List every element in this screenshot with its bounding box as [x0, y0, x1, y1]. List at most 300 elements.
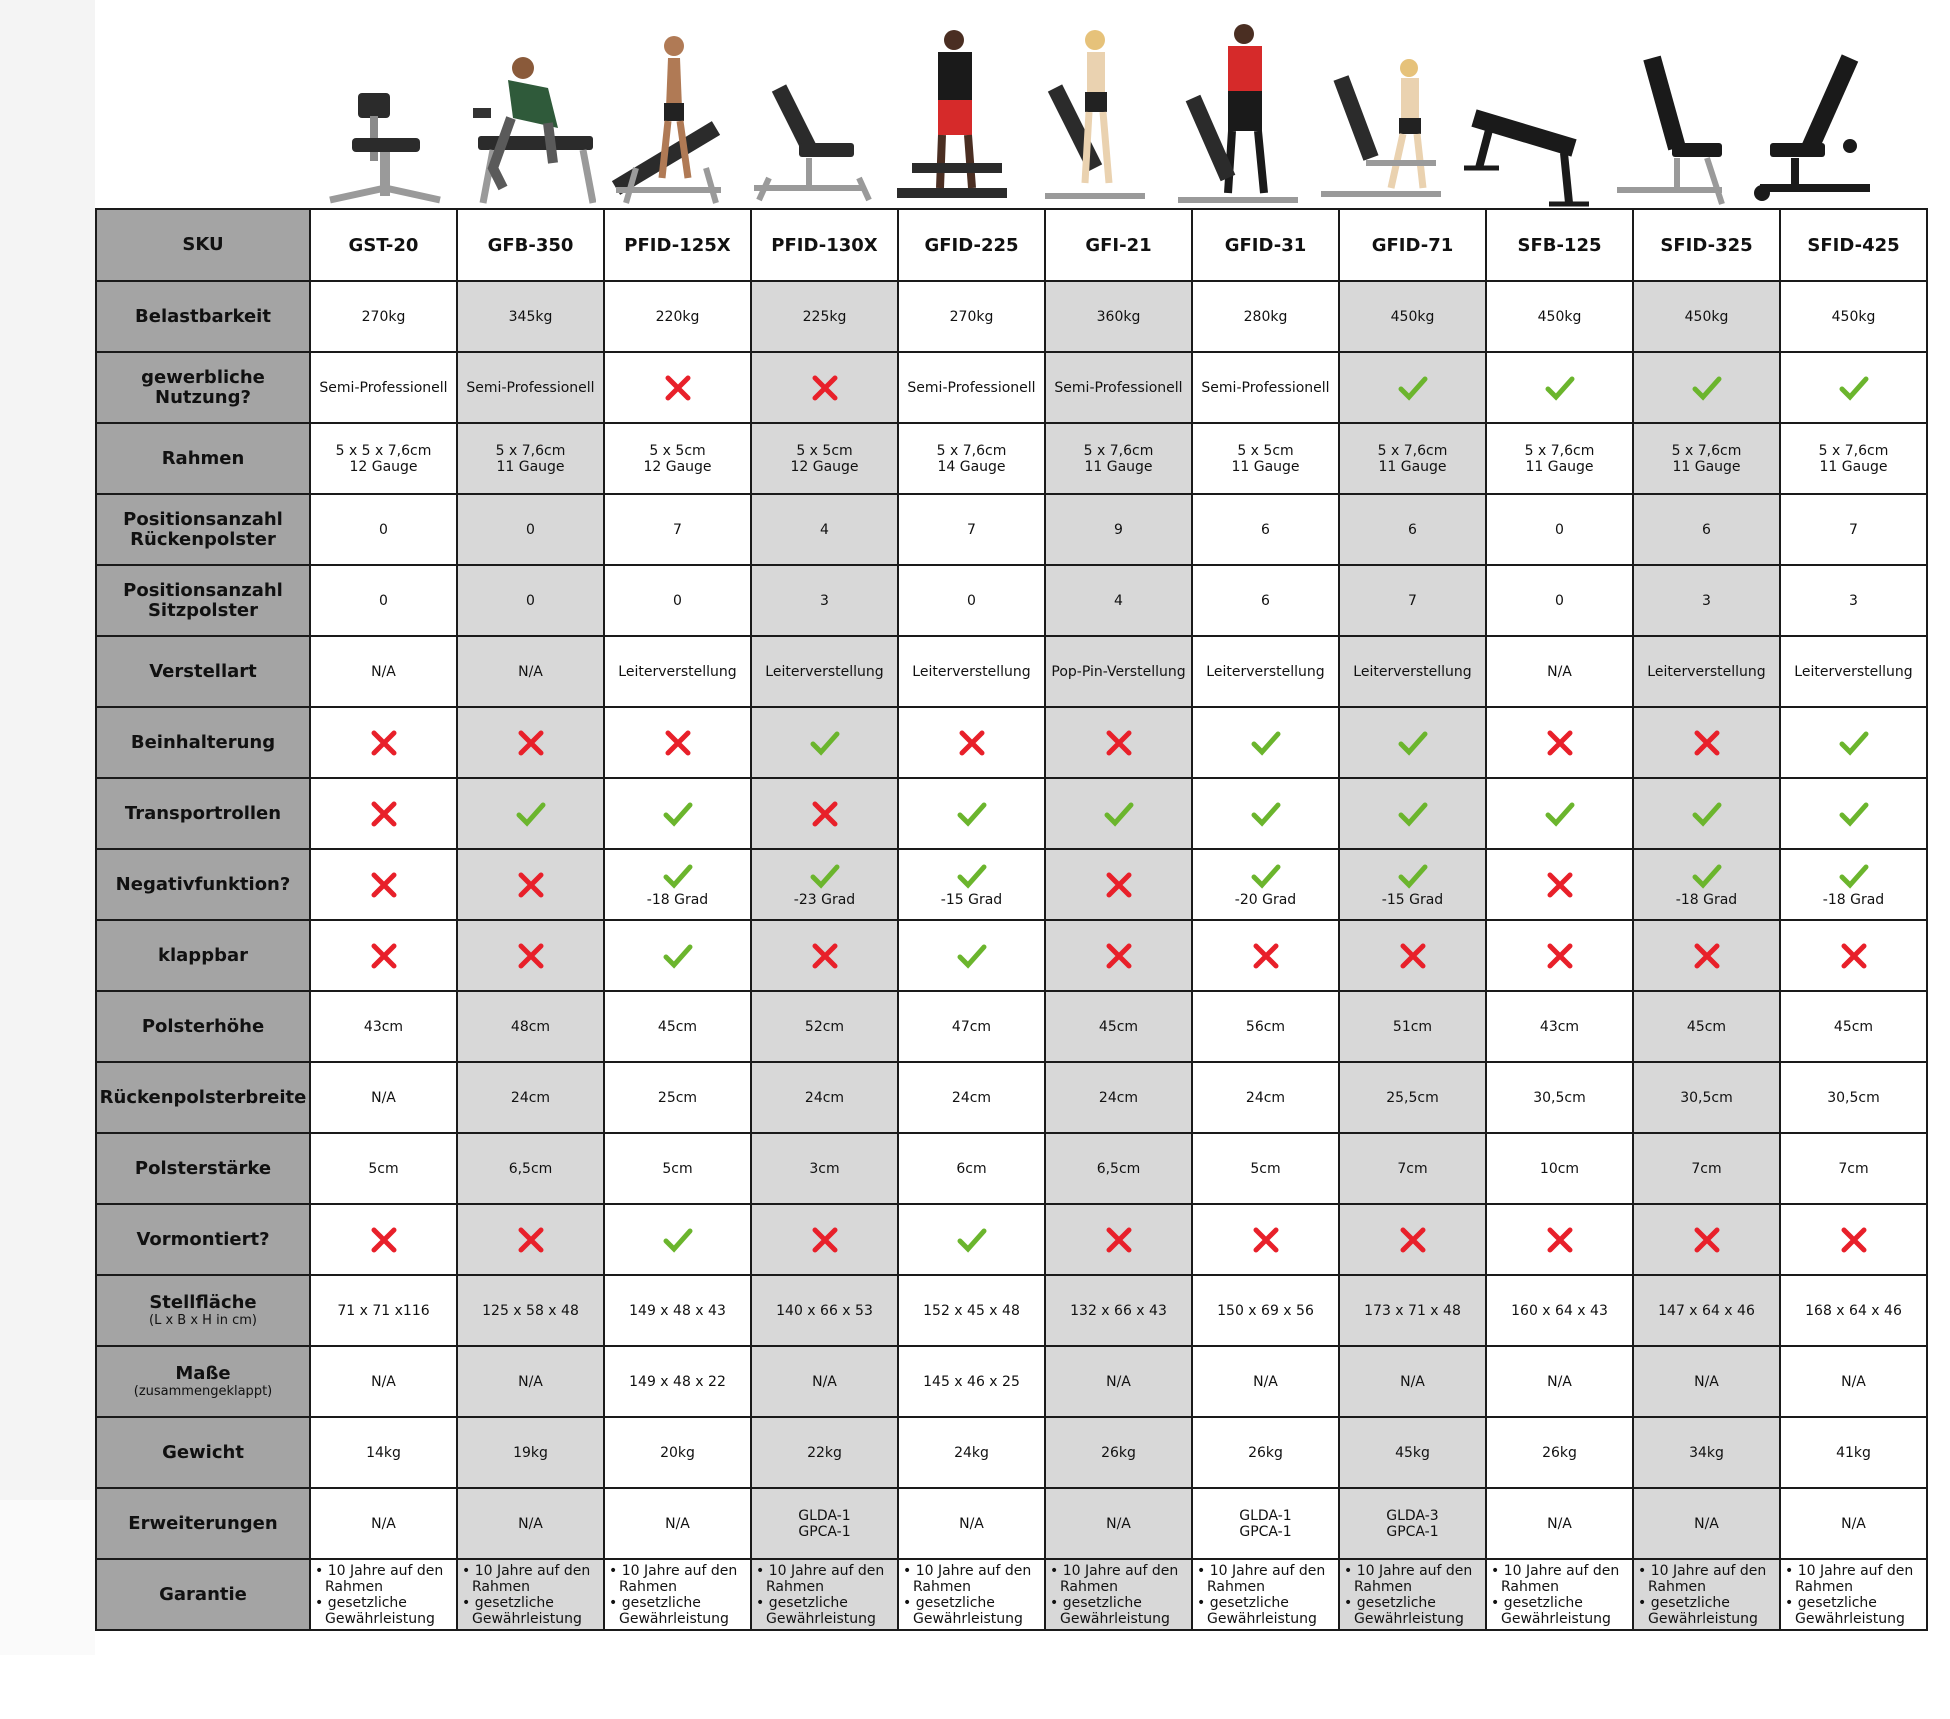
negative-angle: -20 Grad — [1234, 891, 1297, 908]
warranty-line: Rahmen — [1060, 1578, 1118, 1595]
row-header-label: Positionsanzahl — [123, 508, 283, 530]
row-header — [96, 1417, 310, 1488]
cell-value: 450kg — [1684, 308, 1729, 325]
cell-value: 47cm — [951, 1018, 992, 1035]
table-row — [96, 1062, 1927, 1133]
check-icon — [957, 862, 987, 890]
table-cell — [604, 1204, 751, 1275]
cell-value: 0 — [967, 592, 976, 609]
cross-icon — [369, 942, 399, 970]
row-header-label: SKU — [182, 234, 224, 255]
warranty-line: • gesetzliche — [1491, 1594, 1583, 1611]
table-cell — [898, 707, 1045, 778]
cell-value: 9 — [1114, 521, 1123, 538]
table-cell — [604, 778, 751, 849]
table-cell — [1780, 991, 1927, 1062]
table-cell — [898, 423, 1045, 494]
cell-value: 0 — [1555, 521, 1564, 538]
table-cell — [1780, 423, 1927, 494]
table-cell — [1192, 423, 1339, 494]
cell-value: 132 x 66 x 43 — [1070, 1302, 1167, 1319]
table-cell — [1339, 494, 1486, 565]
warranty-line: • gesetzliche — [315, 1594, 407, 1611]
warranty-line: Gewährleistung — [1648, 1610, 1758, 1627]
check-icon — [1398, 800, 1428, 828]
table-cell — [457, 281, 604, 352]
cell-value: 51cm — [1392, 1018, 1433, 1035]
cell-value-secondary: 11 Gauge — [1819, 458, 1888, 475]
cell-value: 0 — [379, 521, 388, 538]
table-cell — [1633, 920, 1780, 991]
table-cell — [1192, 1062, 1339, 1133]
table-cell — [604, 281, 751, 352]
table-cell — [751, 494, 898, 565]
table-cell — [751, 281, 898, 352]
table-cell — [1633, 778, 1780, 849]
table-cell — [457, 494, 604, 565]
warranty-line: • gesetzliche — [462, 1594, 554, 1611]
warranty-line: Gewährleistung — [1354, 1610, 1464, 1627]
table-cell — [1633, 565, 1780, 636]
cross-icon — [1839, 1226, 1869, 1254]
warranty-line: • 10 Jahre auf den — [903, 1562, 1032, 1579]
cell-value-secondary: 11 Gauge — [1672, 458, 1741, 475]
cross-icon — [957, 729, 987, 757]
table-row — [96, 707, 1927, 778]
cell-value-secondary: 11 Gauge — [1378, 458, 1447, 475]
table-cell — [310, 1062, 457, 1133]
sku-header: PFID-125X — [604, 209, 751, 281]
cross-icon — [369, 871, 399, 899]
row-header — [96, 1488, 310, 1559]
table-cell — [310, 849, 457, 920]
cell-value: 43cm — [1539, 1018, 1580, 1035]
row-header-label: Maße — [175, 1363, 231, 1384]
cell-value: 149 x 48 x 43 — [629, 1302, 726, 1319]
table-cell — [310, 1488, 457, 1559]
table-cell — [898, 1488, 1045, 1559]
cell-value: GLDA-3 — [1386, 1507, 1439, 1524]
table-cell — [1045, 778, 1192, 849]
cell-value: 45cm — [1686, 1018, 1727, 1035]
table-cell — [1339, 352, 1486, 423]
cross-icon — [1692, 1226, 1722, 1254]
table-row — [96, 1204, 1927, 1275]
row-header — [96, 707, 310, 778]
table-cell — [604, 707, 751, 778]
table-cell — [1192, 920, 1339, 991]
table-cell — [898, 778, 1045, 849]
cell-value: 26kg — [1101, 1444, 1136, 1461]
row-header-label: Rückenpolsterbreite — [99, 1086, 307, 1108]
table-cell — [457, 920, 604, 991]
table-cell — [751, 778, 898, 849]
cell-value: 5 x 7,6cm — [936, 442, 1007, 459]
cell-value: 5 x 7,6cm — [1377, 442, 1448, 459]
table-cell — [1486, 920, 1633, 991]
table-row — [96, 1275, 1927, 1346]
table-row — [96, 352, 1927, 423]
cell-value: 152 x 45 x 48 — [923, 1302, 1020, 1319]
warranty-line: Rahmen — [472, 1578, 530, 1595]
warranty-line: • gesetzliche — [609, 1594, 701, 1611]
row-header-label: Belastbarkeit — [135, 305, 271, 327]
product-image-gst-20 — [310, 18, 453, 208]
warranty-line: Rahmen — [913, 1578, 971, 1595]
warranty-line: Rahmen — [766, 1578, 824, 1595]
row-header — [96, 920, 310, 991]
cross-icon — [1692, 942, 1722, 970]
table-cell — [1339, 991, 1486, 1062]
cell-value: Semi-Professionell — [1054, 379, 1183, 396]
table-cell — [457, 1133, 604, 1204]
check-icon — [957, 1226, 987, 1254]
table-cell — [604, 1275, 751, 1346]
cell-value: Pop-Pin-Verstellung — [1051, 663, 1186, 680]
table-cell — [898, 636, 1045, 707]
cell-value: 7cm — [1397, 1160, 1428, 1177]
product-image-gfid-31 — [1168, 18, 1311, 208]
cell-value-secondary: 12 Gauge — [643, 458, 712, 475]
table-cell — [1339, 281, 1486, 352]
cell-value: 5 x 7,6cm — [1083, 442, 1154, 459]
row-header-label: Polsterhöhe — [141, 1015, 265, 1037]
cell-value: 52cm — [804, 1018, 845, 1035]
negative-angle: -18 Grad — [1822, 891, 1885, 908]
cell-value: 360kg — [1096, 308, 1141, 325]
check-icon — [663, 1226, 693, 1254]
check-icon — [957, 800, 987, 828]
cell-value-secondary: 11 Gauge — [1525, 458, 1594, 475]
cell-value: 147 x 64 x 46 — [1658, 1302, 1755, 1319]
table-cell — [1486, 1275, 1633, 1346]
row-header-label: Erweiterungen — [128, 1512, 278, 1534]
check-icon — [1839, 374, 1869, 402]
row-header-label: Vormontiert? — [136, 1228, 270, 1250]
negative-angle: -15 Grad — [1381, 891, 1444, 908]
row-header-label: Verstellart — [149, 660, 257, 682]
cell-value: 19kg — [513, 1444, 548, 1461]
table-cell — [898, 1133, 1045, 1204]
cross-icon — [516, 729, 546, 757]
table-cell — [1780, 1062, 1927, 1133]
row-header-label: Beinhalterung — [130, 731, 276, 753]
table-cell — [1192, 778, 1339, 849]
cell-value: 173 x 71 x 48 — [1364, 1302, 1461, 1319]
warranty-line: Gewährleistung — [1207, 1610, 1317, 1627]
table-cell — [1780, 1559, 1927, 1630]
cross-icon — [1839, 942, 1869, 970]
table-cell — [1633, 1417, 1780, 1488]
table-cell — [1339, 1346, 1486, 1417]
cell-value: 24cm — [1098, 1089, 1139, 1106]
check-icon — [1251, 800, 1281, 828]
table-cell — [1339, 849, 1486, 920]
cell-value: 5cm — [662, 1160, 693, 1177]
left-margin-strip-lower — [0, 1500, 95, 1655]
cell-value: N/A — [959, 1515, 984, 1532]
warranty-line: • gesetzliche — [1050, 1594, 1142, 1611]
table-row — [96, 1133, 1927, 1204]
cell-value: N/A — [371, 663, 396, 680]
table-cell — [1045, 1204, 1192, 1275]
table-cell — [604, 849, 751, 920]
cell-value: 5 x 7,6cm — [1818, 442, 1889, 459]
cell-value: 3 — [1702, 592, 1711, 609]
cross-icon — [810, 942, 840, 970]
cross-icon — [516, 942, 546, 970]
table-cell — [1339, 636, 1486, 707]
table-cell — [604, 494, 751, 565]
table-cell — [751, 1346, 898, 1417]
row-header — [96, 1275, 310, 1346]
table-row — [96, 1488, 1927, 1559]
table-cell — [1780, 1204, 1927, 1275]
cell-value: N/A — [1106, 1373, 1131, 1390]
cell-value: GLDA-1 — [798, 1507, 851, 1524]
cell-value: 25cm — [657, 1089, 698, 1106]
table-cell — [1339, 1275, 1486, 1346]
table-cell — [898, 494, 1045, 565]
table-cell — [1486, 565, 1633, 636]
cell-value: 0 — [379, 592, 388, 609]
table-cell — [1780, 1346, 1927, 1417]
table-cell — [898, 1559, 1045, 1630]
table-cell — [310, 565, 457, 636]
product-image-gfb-350 — [453, 18, 596, 208]
cell-value: 7cm — [1691, 1160, 1722, 1177]
table-cell — [1339, 1488, 1486, 1559]
table-cell — [1192, 1133, 1339, 1204]
table-header-row — [96, 209, 1927, 281]
table-cell — [1486, 1062, 1633, 1133]
table-cell — [457, 778, 604, 849]
cell-value: 26kg — [1542, 1444, 1577, 1461]
cell-value: N/A — [518, 663, 543, 680]
cross-icon — [369, 729, 399, 757]
cell-value: 270kg — [949, 308, 994, 325]
cell-value: 450kg — [1831, 308, 1876, 325]
row-header — [96, 494, 310, 565]
cell-value: N/A — [1694, 1515, 1719, 1532]
check-icon — [1398, 862, 1428, 890]
cell-value: 5cm — [368, 1160, 399, 1177]
cell-value: 225kg — [802, 308, 847, 325]
table-cell — [604, 1062, 751, 1133]
table-cell — [457, 565, 604, 636]
cell-value: 45kg — [1395, 1444, 1430, 1461]
table-cell — [1192, 1346, 1339, 1417]
cell-value: 24cm — [951, 1089, 992, 1106]
product-images — [310, 18, 1880, 208]
cell-value: N/A — [371, 1515, 396, 1532]
product-image-sfb-125 — [1454, 18, 1597, 208]
row-header-sublabel: (zusammengeklappt) — [133, 1384, 273, 1399]
table-cell — [310, 991, 457, 1062]
cell-value: 5cm — [1250, 1160, 1281, 1177]
table-cell — [1192, 565, 1339, 636]
table-cell — [604, 636, 751, 707]
table-cell — [1633, 707, 1780, 778]
table-cell — [1339, 565, 1486, 636]
table-cell — [310, 1346, 457, 1417]
cell-value: 0 — [673, 592, 682, 609]
cell-value: 3 — [820, 592, 829, 609]
sku-header: GFID-71 — [1339, 209, 1486, 281]
table-row — [96, 494, 1927, 565]
table-row — [96, 281, 1927, 352]
warranty-line: • 10 Jahre auf den — [315, 1562, 444, 1579]
row-header — [96, 352, 310, 423]
check-icon — [663, 862, 693, 890]
cell-value: 20kg — [660, 1444, 695, 1461]
table-cell — [1780, 707, 1927, 778]
row-header — [96, 991, 310, 1062]
cell-value: 6,5cm — [1096, 1160, 1141, 1177]
table-cell — [310, 352, 457, 423]
table-cell — [457, 1559, 604, 1630]
cell-value-secondary: 11 Gauge — [1084, 458, 1153, 475]
cell-value-secondary: 11 Gauge — [1231, 458, 1300, 475]
table-cell — [310, 1275, 457, 1346]
warranty-line: Gewährleistung — [325, 1610, 435, 1627]
warranty-line: • 10 Jahre auf den — [1050, 1562, 1179, 1579]
table-cell — [898, 352, 1045, 423]
table-cell — [1633, 1559, 1780, 1630]
warranty-line: Gewährleistung — [472, 1610, 582, 1627]
table-cell — [1780, 849, 1927, 920]
table-cell — [898, 849, 1045, 920]
warranty-line: Rahmen — [619, 1578, 677, 1595]
cell-value: Semi-Professionell — [466, 379, 595, 396]
warranty-line: Gewährleistung — [1060, 1610, 1170, 1627]
cell-value: Leiterverstellung — [1647, 663, 1766, 680]
cell-value: 45cm — [1833, 1018, 1874, 1035]
table-cell — [751, 1488, 898, 1559]
row-header-label: Nutzung? — [155, 386, 251, 408]
cell-value: 0 — [526, 521, 535, 538]
cross-icon — [1104, 871, 1134, 899]
cell-value: 168 x 64 x 46 — [1805, 1302, 1902, 1319]
table-cell — [1633, 1204, 1780, 1275]
table-row — [96, 778, 1927, 849]
table-cell — [1045, 991, 1192, 1062]
table-cell — [604, 423, 751, 494]
warranty-line: Gewährleistung — [619, 1610, 729, 1627]
sku-header: SFB-125 — [1486, 209, 1633, 281]
cell-value: 41kg — [1836, 1444, 1871, 1461]
table-cell — [1339, 778, 1486, 849]
check-icon — [663, 942, 693, 970]
table-cell — [1633, 281, 1780, 352]
warranty-line: Rahmen — [1501, 1578, 1559, 1595]
table-cell — [604, 991, 751, 1062]
cross-icon — [1251, 942, 1281, 970]
cell-value: N/A — [1547, 1515, 1572, 1532]
table-cell — [1486, 1559, 1633, 1630]
table-row — [96, 636, 1927, 707]
check-icon — [1251, 862, 1281, 890]
table-cell — [1045, 1346, 1192, 1417]
table-cell — [898, 920, 1045, 991]
cell-value: 3 — [1849, 592, 1858, 609]
cell-value: N/A — [1106, 1515, 1131, 1532]
check-icon — [1839, 862, 1869, 890]
cell-value: Leiterverstellung — [1206, 663, 1325, 680]
product-image-gfid-225 — [882, 18, 1025, 208]
table-cell — [1780, 494, 1927, 565]
cell-value: 5 x 5cm — [1237, 442, 1294, 459]
row-header — [96, 1133, 310, 1204]
table-row — [96, 423, 1927, 494]
product-image-sfid-325 — [1597, 18, 1740, 208]
cell-value: 30,5cm — [1533, 1089, 1586, 1106]
table-cell — [1045, 1559, 1192, 1630]
table-cell — [1045, 1488, 1192, 1559]
cell-value: N/A — [1841, 1515, 1866, 1532]
table-cell — [604, 920, 751, 991]
cell-value: 7 — [1849, 521, 1858, 538]
product-image-gfid-71 — [1311, 18, 1454, 208]
check-icon — [810, 729, 840, 757]
check-icon — [1839, 800, 1869, 828]
cell-value: N/A — [1547, 663, 1572, 680]
table-cell — [1339, 1204, 1486, 1275]
cell-value: 5 x 5 x 7,6cm — [335, 442, 432, 459]
cell-value: 5 x 7,6cm — [1671, 442, 1742, 459]
cell-value: 14kg — [366, 1444, 401, 1461]
check-icon — [516, 800, 546, 828]
table-cell — [604, 565, 751, 636]
row-header — [96, 1204, 310, 1275]
table-cell — [751, 1275, 898, 1346]
cell-value: N/A — [1400, 1373, 1425, 1390]
cell-value: 270kg — [361, 308, 406, 325]
row-header — [96, 209, 310, 281]
cell-value: Semi-Professionell — [907, 379, 1036, 396]
table-cell — [751, 991, 898, 1062]
table-cell — [898, 565, 1045, 636]
row-header-label: Gewicht — [162, 1441, 244, 1463]
cell-value: N/A — [371, 1373, 396, 1390]
table-cell — [1633, 1133, 1780, 1204]
cross-icon — [1398, 942, 1428, 970]
cell-value: Leiterverstellung — [1794, 663, 1913, 680]
table-cell — [1486, 494, 1633, 565]
table-cell — [1045, 352, 1192, 423]
table-cell — [1780, 565, 1927, 636]
cross-icon — [1545, 871, 1575, 899]
table-cell — [751, 920, 898, 991]
row-header-label: Positionsanzahl — [123, 579, 283, 601]
table-cell — [1192, 991, 1339, 1062]
check-icon — [1104, 800, 1134, 828]
table-cell — [898, 1417, 1045, 1488]
cell-value: 5 x 7,6cm — [495, 442, 566, 459]
table-row — [96, 1346, 1927, 1417]
cross-icon — [810, 800, 840, 828]
table-cell — [1780, 352, 1927, 423]
table-cell — [310, 423, 457, 494]
table-cell — [604, 1488, 751, 1559]
cell-value: 24cm — [510, 1089, 551, 1106]
cell-value: 7 — [967, 521, 976, 538]
cell-value: N/A — [518, 1373, 543, 1390]
cell-value: Leiterverstellung — [618, 663, 737, 680]
cell-value: 5 x 7,6cm — [1524, 442, 1595, 459]
cross-icon — [810, 1226, 840, 1254]
row-header — [96, 281, 310, 352]
